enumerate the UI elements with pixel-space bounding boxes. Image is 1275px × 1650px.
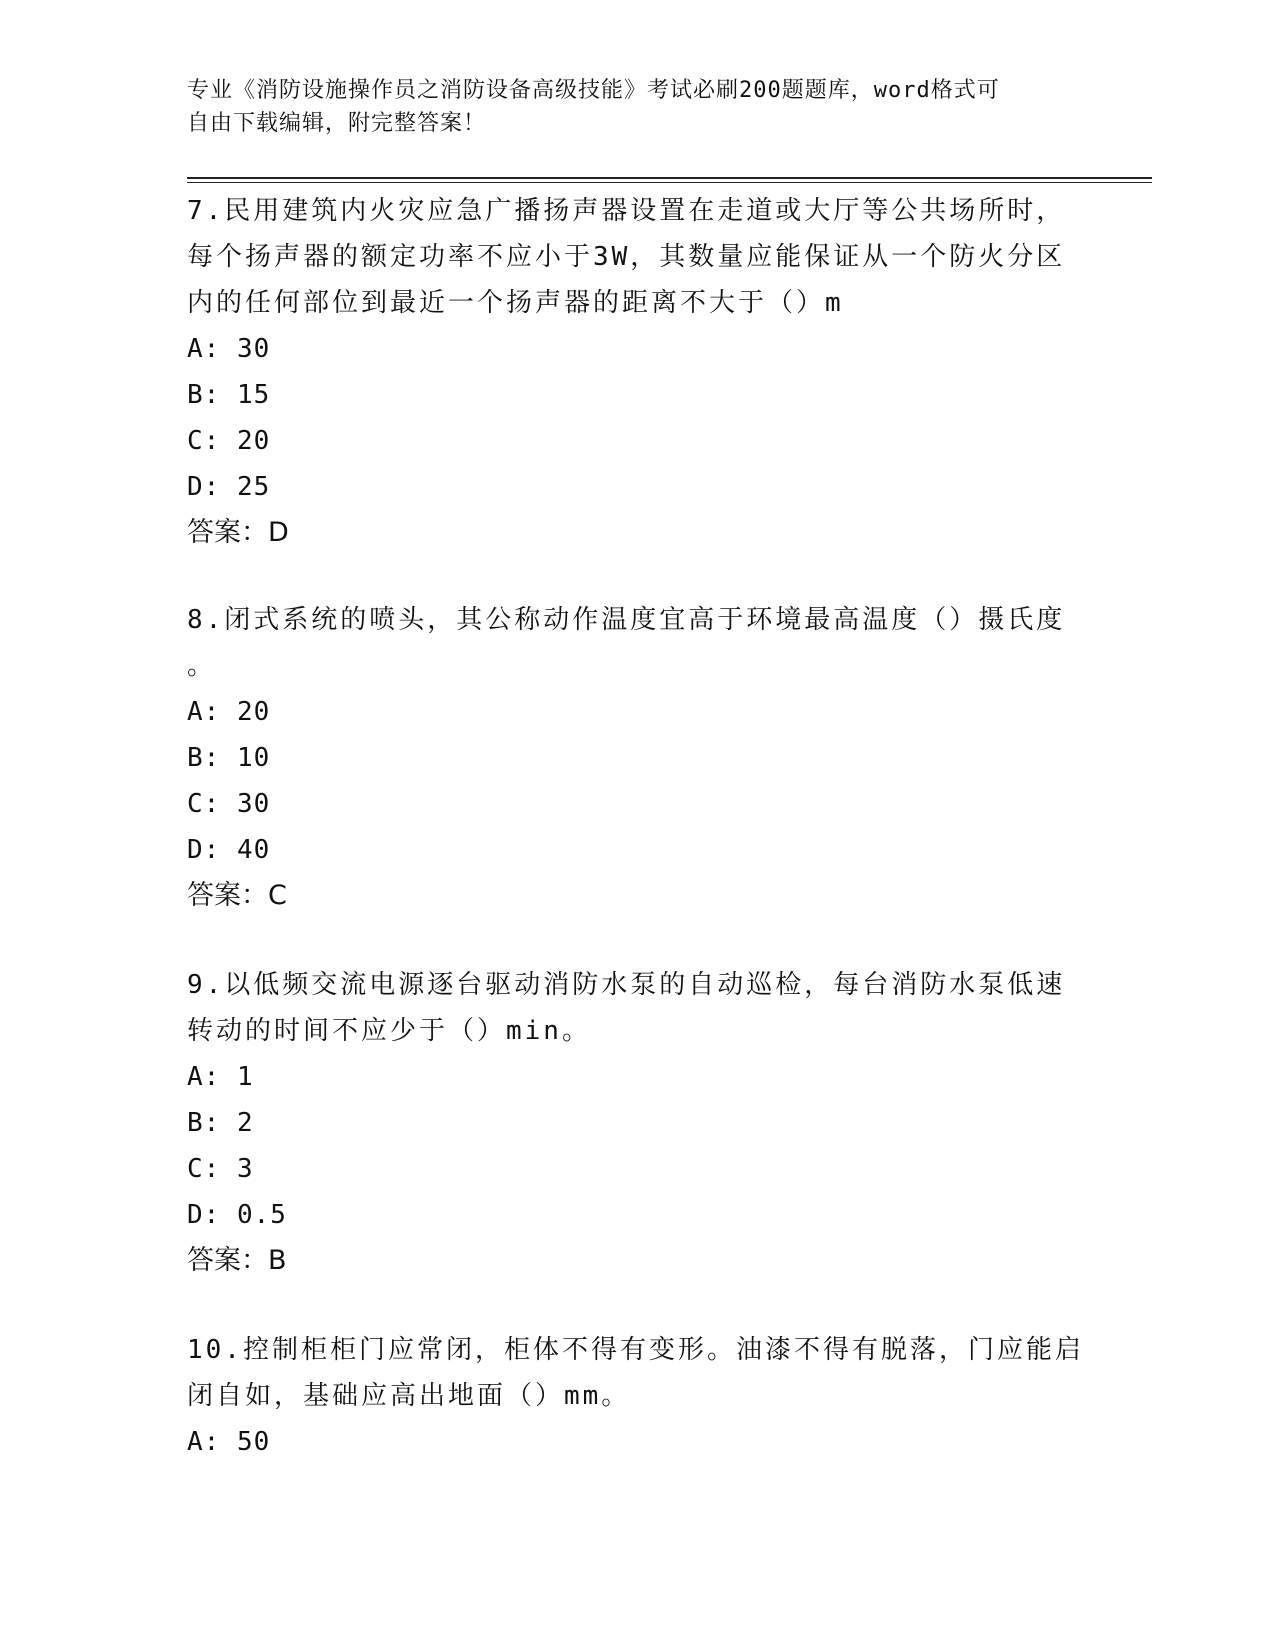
option-d: D: 0.5 bbox=[187, 1200, 287, 1230]
header-divider-thick bbox=[187, 177, 1152, 179]
question-stem-line: 7.民用建筑内火灾应急广播扬声器设置在走道或大厅等公共场所时， bbox=[187, 196, 1066, 226]
option-c: C: 3 bbox=[187, 1154, 254, 1184]
question-stem-line: 转动的时间不应少于（）min。 bbox=[187, 1016, 591, 1046]
option-d: D: 25 bbox=[187, 472, 271, 502]
question-8 bbox=[187, 597, 1087, 919]
header-divider-thin bbox=[187, 182, 1152, 183]
option-a: A: 1 bbox=[187, 1062, 254, 1092]
answer-line: 答案：D bbox=[187, 517, 289, 548]
answer-line: 答案：C bbox=[187, 880, 287, 911]
option-c: C: 30 bbox=[187, 789, 271, 819]
header-line-1: 专业《消防设施操作员之消防设备高级技能》考试必刷200题题库，word格式可 bbox=[187, 78, 1000, 103]
document-header bbox=[187, 74, 1067, 140]
question-stem-line: 9.以低频交流电源逐台驱动消防水泵的自动巡检，每台消防水泵低速 bbox=[187, 970, 1066, 1000]
question-stem-line: 内的任何部位到最近一个扬声器的距离不大于（）m bbox=[187, 288, 844, 318]
header-line-2: 自由下载编辑，附完整答案！ bbox=[187, 111, 487, 136]
option-a: A: 20 bbox=[187, 697, 271, 727]
question-10 bbox=[187, 1327, 1087, 1465]
option-c: C: 20 bbox=[187, 426, 271, 456]
question-stem-line: 。 bbox=[187, 651, 217, 681]
question-9 bbox=[187, 962, 1087, 1284]
option-b: B: 15 bbox=[187, 380, 271, 410]
question-stem-line: 8.闭式系统的喷头，其公称动作温度宜高于环境最高温度（）摄氏度 bbox=[187, 605, 1066, 635]
option-a: A: 30 bbox=[187, 334, 271, 364]
question-7 bbox=[187, 188, 1087, 556]
option-a: A: 50 bbox=[187, 1427, 271, 1457]
question-stem-line: 每个扬声器的额定功率不应小于3W，其数量应能保证从一个防火分区 bbox=[187, 242, 1066, 272]
question-stem-line: 10.控制柜柜门应常闭，柜体不得有变形。油漆不得有脱落，门应能启 bbox=[187, 1335, 1084, 1365]
option-b: B: 2 bbox=[187, 1108, 254, 1138]
answer-line: 答案：B bbox=[187, 1245, 287, 1276]
option-d: D: 40 bbox=[187, 835, 271, 865]
option-b: B: 10 bbox=[187, 743, 271, 773]
question-stem-line: 闭自如，基础应高出地面（）mm。 bbox=[187, 1381, 631, 1411]
